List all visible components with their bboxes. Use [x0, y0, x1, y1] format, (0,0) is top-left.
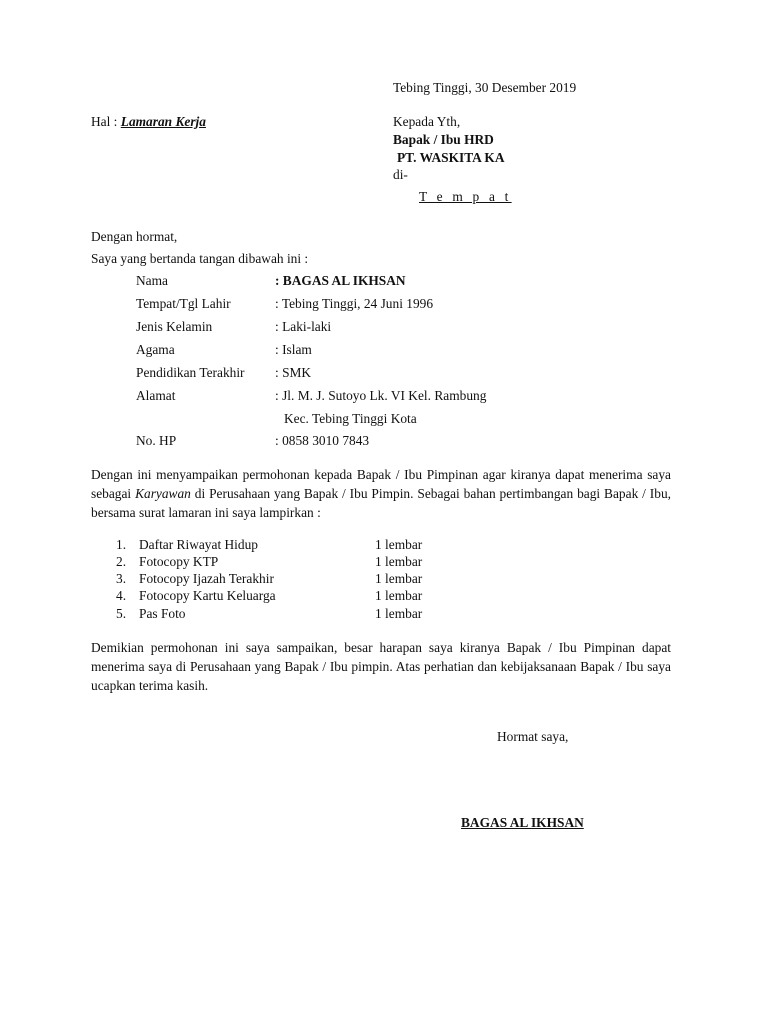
recipient-line4: di- [393, 167, 408, 182]
list-item-label: Fotocopy Ijazah Terakhir [139, 571, 274, 586]
identity-label: Pendidikan Terakhir [136, 365, 245, 380]
list-item-label: Pas Foto [139, 606, 186, 621]
recipient-line2: Bapak / Ibu HRD [393, 132, 494, 147]
paragraph-request-text: Dengan ini menyampaikan permohonan kepada Bapak / Ibu Pimpinan agar kiranya dapat menerima saya sebagai [91, 467, 671, 501]
identity-label: Agama [136, 342, 175, 357]
signature-name: BAGAS AL IKHSAN [461, 815, 584, 830]
subject-label: Hal : [91, 114, 118, 129]
identity-value: : 0858 3010 7843 [275, 433, 370, 448]
recipient-line1: Kepada Yth, [393, 114, 461, 129]
list-item-label: Daftar Riwayat Hidup [139, 537, 258, 552]
intro-line: Saya yang bertanda tangan dibawah ini : [91, 251, 309, 266]
greeting: Dengan hormat, [91, 229, 178, 244]
identity-value: Kec. Tebing Tinggi Kota [284, 411, 417, 426]
paragraph-closing: Demikian permohonan ini saya sampaikan, besar harapan saya kiranya Bapak / Ibu Pimpinan dapat menerima saya di Perusahaan yang Bapak / Ibu pimpin. Atas perhatian dan kebijaksanaan Bapak / Ibu saya ucapkan terima kasih. [91, 640, 671, 693]
list-item-number: 3. [116, 571, 127, 586]
identity-label: Jenis Kelamin [136, 319, 213, 334]
list-item-quantity: 1 lembar [375, 606, 423, 621]
identity-value: : Tebing Tinggi, 24 Juni 1996 [275, 296, 434, 311]
subject-line [91, 114, 206, 130]
list-item-quantity: 1 lembar [375, 537, 423, 552]
identity-label: Tempat/Tgl Lahir [136, 296, 231, 311]
list-item-number: 5. [116, 606, 127, 621]
identity-label: Nama [136, 273, 168, 288]
list-item-number: 1. [116, 537, 127, 552]
identity-label: No. HP [136, 433, 177, 448]
list-item-label: Fotocopy KTP [139, 554, 219, 569]
recipient-place: T e m p a t [419, 189, 512, 204]
list-item-number: 2. [116, 554, 127, 569]
identity-label: Alamat [136, 388, 176, 403]
list-item-label: Fotocopy Kartu Keluarga [139, 588, 276, 603]
identity-value: : Islam [275, 342, 312, 357]
place-date: Tebing Tinggi, 30 Desember 2019 [393, 80, 577, 95]
identity-value: : BAGAS AL IKHSAN [275, 273, 406, 288]
paragraph-request-text-cont: di Perusahaan yang Bapak / Ibu Pimpin. Sebagai bahan pertimbangan bagi Bapak / Ibu, bersama surat lamaran ini saya lampirkan : [91, 486, 671, 520]
closing-salutation: Hormat saya, [497, 729, 569, 744]
identity-value: : SMK [275, 365, 312, 380]
paragraph-request-italic: Karyawan [135, 486, 191, 501]
subject-value: Lamaran Kerja [120, 114, 206, 129]
list-item-quantity: 1 lembar [375, 571, 423, 586]
list-item-number: 4. [116, 588, 127, 603]
identity-value: : Jl. M. J. Sutoyo Lk. VI Kel. Rambung [275, 388, 487, 403]
paragraph-request [91, 465, 671, 522]
identity-value: : Laki-laki [275, 319, 332, 334]
list-item-quantity: 1 lembar [375, 554, 423, 569]
recipient-company: PT. WASKITA KA [397, 150, 505, 165]
list-item-quantity: 1 lembar [375, 588, 423, 603]
